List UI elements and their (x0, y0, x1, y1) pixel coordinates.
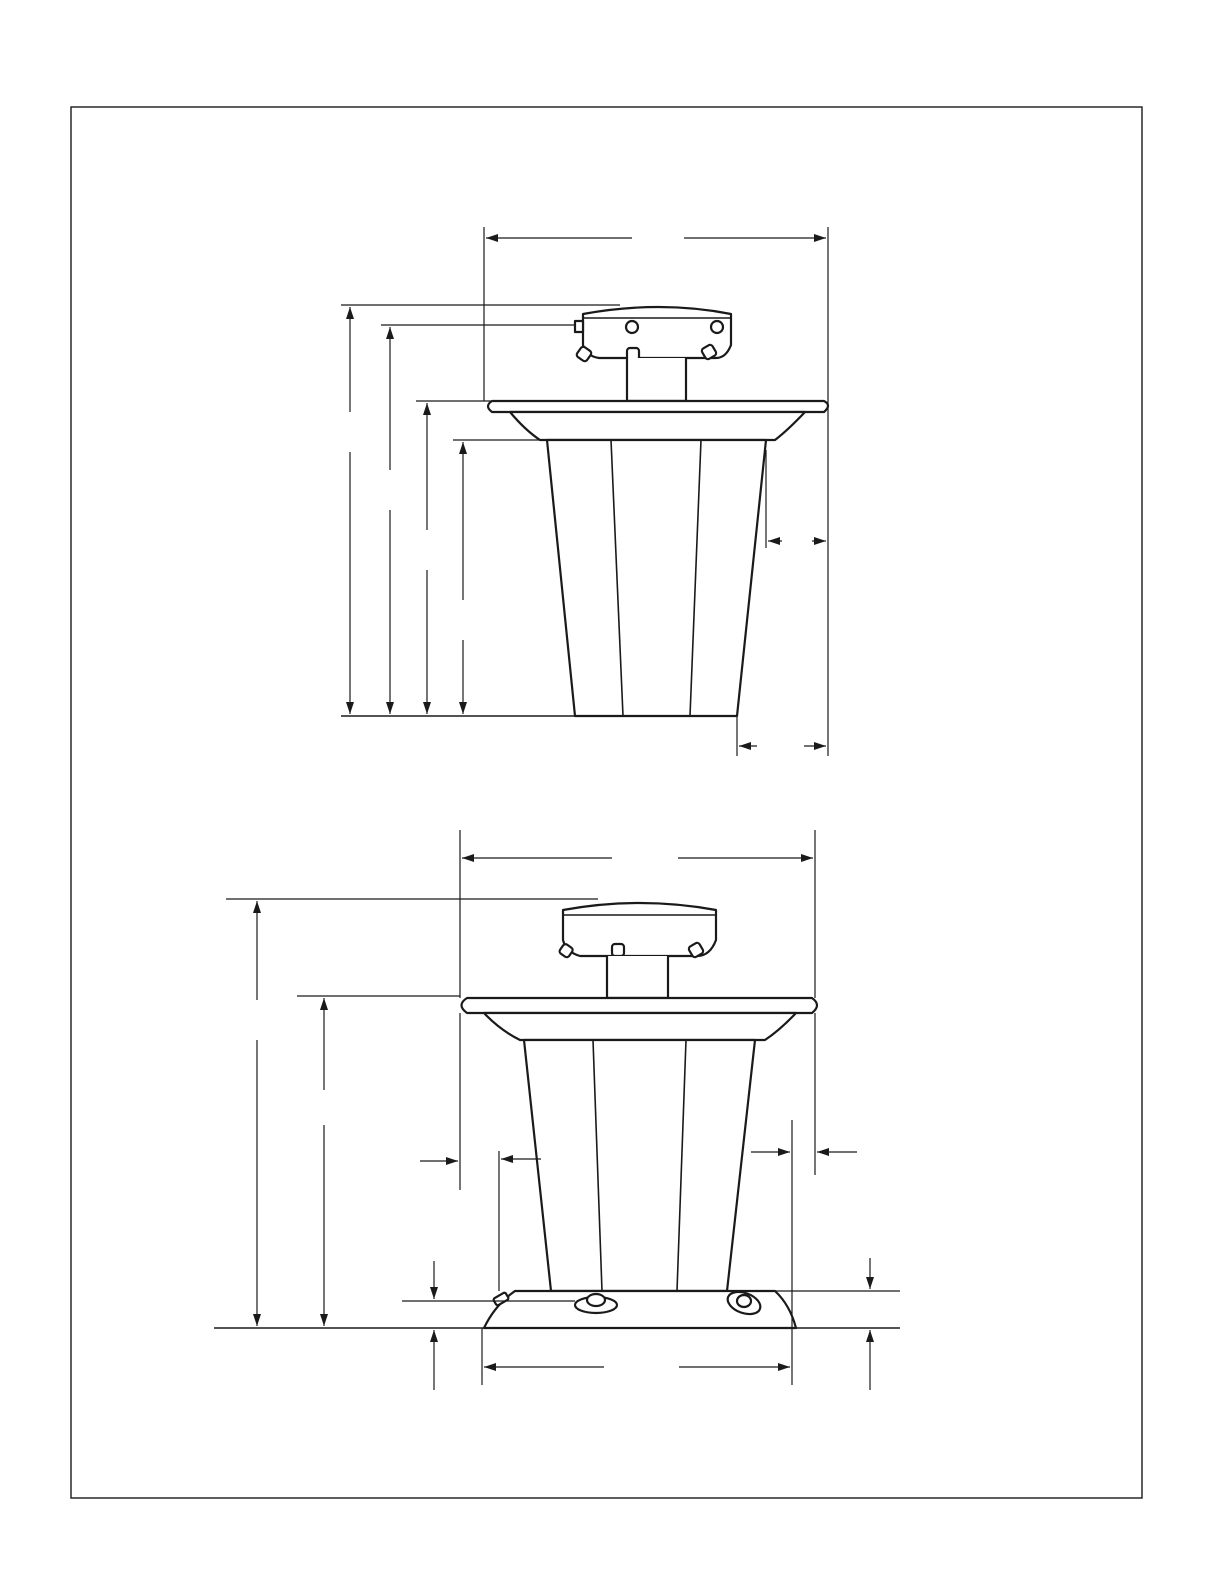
bowl (510, 412, 805, 440)
pedestal (547, 440, 766, 716)
bowl-rim (462, 998, 818, 1013)
side-view (341, 227, 828, 756)
front-view (214, 830, 900, 1390)
bowl (484, 1013, 796, 1040)
spray-head-icon (626, 321, 638, 333)
pedestal-neck (607, 956, 668, 998)
pedestal (524, 1040, 755, 1291)
pedestal-neck (627, 358, 686, 401)
bowl-rim (488, 401, 828, 412)
